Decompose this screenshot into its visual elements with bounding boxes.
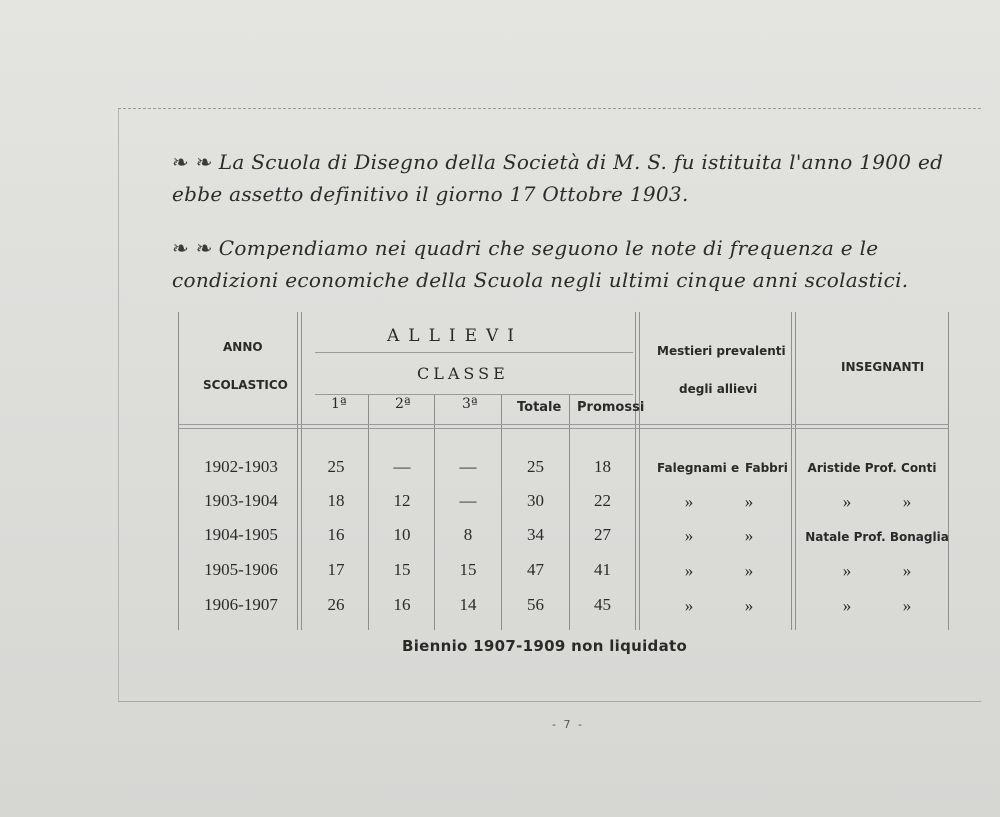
header-allievi: ALLIEVI [387,326,523,346]
cell-class-1: 18 [327,491,345,510]
cell-promossi: 27 [594,525,611,544]
cell-insegnanti-a: » [842,596,852,615]
cell-mestieri-a: » [684,492,694,511]
header-class-2: 2ª [395,396,411,412]
cell-mestieri-a: » [684,526,694,545]
cell-mestieri-b: » [744,561,754,580]
header-mestieri: Mestieri prevalenti [657,344,786,358]
cell-mestieri-a: » [684,596,694,615]
header-totale: Totale [517,400,562,415]
cell-anno: 1905-1906 [204,560,278,579]
cell-insegnanti-b: » [902,596,912,615]
cell-insegnanti-b: » [902,561,912,580]
cell-totale: 56 [527,595,544,614]
cell-class-2: — [393,457,411,476]
cell-totale: 47 [527,560,544,579]
cell-mestieri-a: » [684,561,694,580]
intro-paragraph [172,146,962,210]
cell-totale: 34 [527,525,544,544]
fleuron-icon: ❧ ❧ [172,236,213,260]
cell-class-2: 15 [393,560,411,579]
cell-mestieri-b: » [744,492,754,511]
header-promossi: Promossi [577,400,645,415]
header-classe: CLASSE [417,364,509,383]
cell-class-1: 25 [327,457,345,476]
summary-text: Compendiamo nei quadri che seguono le note di frequenza e le condizioni economiche della Scuola negli ultimi cinque anni scolastici. [172,236,909,292]
row-divider [315,394,633,395]
column-divider [791,312,796,630]
header-rule [179,424,949,429]
cell-class-1: 16 [327,525,345,544]
cell-mestieri-b: » [744,526,754,545]
header-class-3: 3ª [462,396,478,412]
intro-text: La Scuola di Disegno della Società di M. S. fu istituita l'anno 1900 ed ebbe assetto definitivo il giorno 17 Ottobre 1903. [172,150,944,206]
statistics-table [178,312,949,630]
cell-insegnanti-b: » [902,492,912,511]
cell-mestieri-b: Fabbri [745,461,788,475]
cell-anno: 1904-1905 [204,525,278,544]
cell-insegnanti-a: » [842,561,852,580]
cell-totale: 25 [527,457,544,476]
cell-class-3: — [459,491,477,510]
fleuron-icon: ❧ ❧ [172,150,213,174]
cell-promossi: 22 [594,491,611,510]
cell-class-2: 12 [393,491,411,510]
cell-class-1: 17 [327,560,345,579]
header-class-1: 1ª [331,396,347,412]
cell-totale: 30 [527,491,544,510]
cell-mestieri-e: e [731,461,740,475]
header-anno: ANNO [223,340,263,354]
cell-class-1: 26 [327,595,345,614]
header-mestieri-sub: degli allievi [679,382,758,396]
column-divider [297,312,302,630]
cell-insegnanti-a: Aristide Prof. Conti [807,461,937,475]
cell-promossi: 45 [594,595,611,614]
header-scolastico: SCOLASTICO [203,378,288,392]
header-insegnanti: INSEGNANTI [841,360,925,374]
cell-class-3: — [459,457,477,476]
cell-anno: 1903-1904 [204,491,278,510]
cell-promossi: 41 [594,560,611,579]
column-divider [948,312,949,630]
cell-insegnanti-a: » [842,492,852,511]
cell-anno: 1906-1907 [204,595,278,614]
cell-anno: 1902-1903 [204,457,278,476]
summary-paragraph [172,232,962,296]
page-number: - 7 - [552,718,584,731]
cell-mestieri-b: » [744,596,754,615]
cell-class-3: 15 [459,560,477,579]
cell-mestieri-a: Falegnami [657,461,727,475]
row-divider [315,352,633,353]
footer-note: Biennio 1907-1909 non liquidato [402,637,688,655]
cell-promossi: 18 [594,457,611,476]
cell-class-3: 14 [459,595,477,614]
cell-insegnanti-a: Natale Prof. Bonaglia [805,530,949,544]
cell-class-2: 10 [393,525,411,544]
cell-class-2: 16 [393,595,411,614]
cell-class-3: 8 [463,525,473,544]
column-divider [635,312,640,630]
